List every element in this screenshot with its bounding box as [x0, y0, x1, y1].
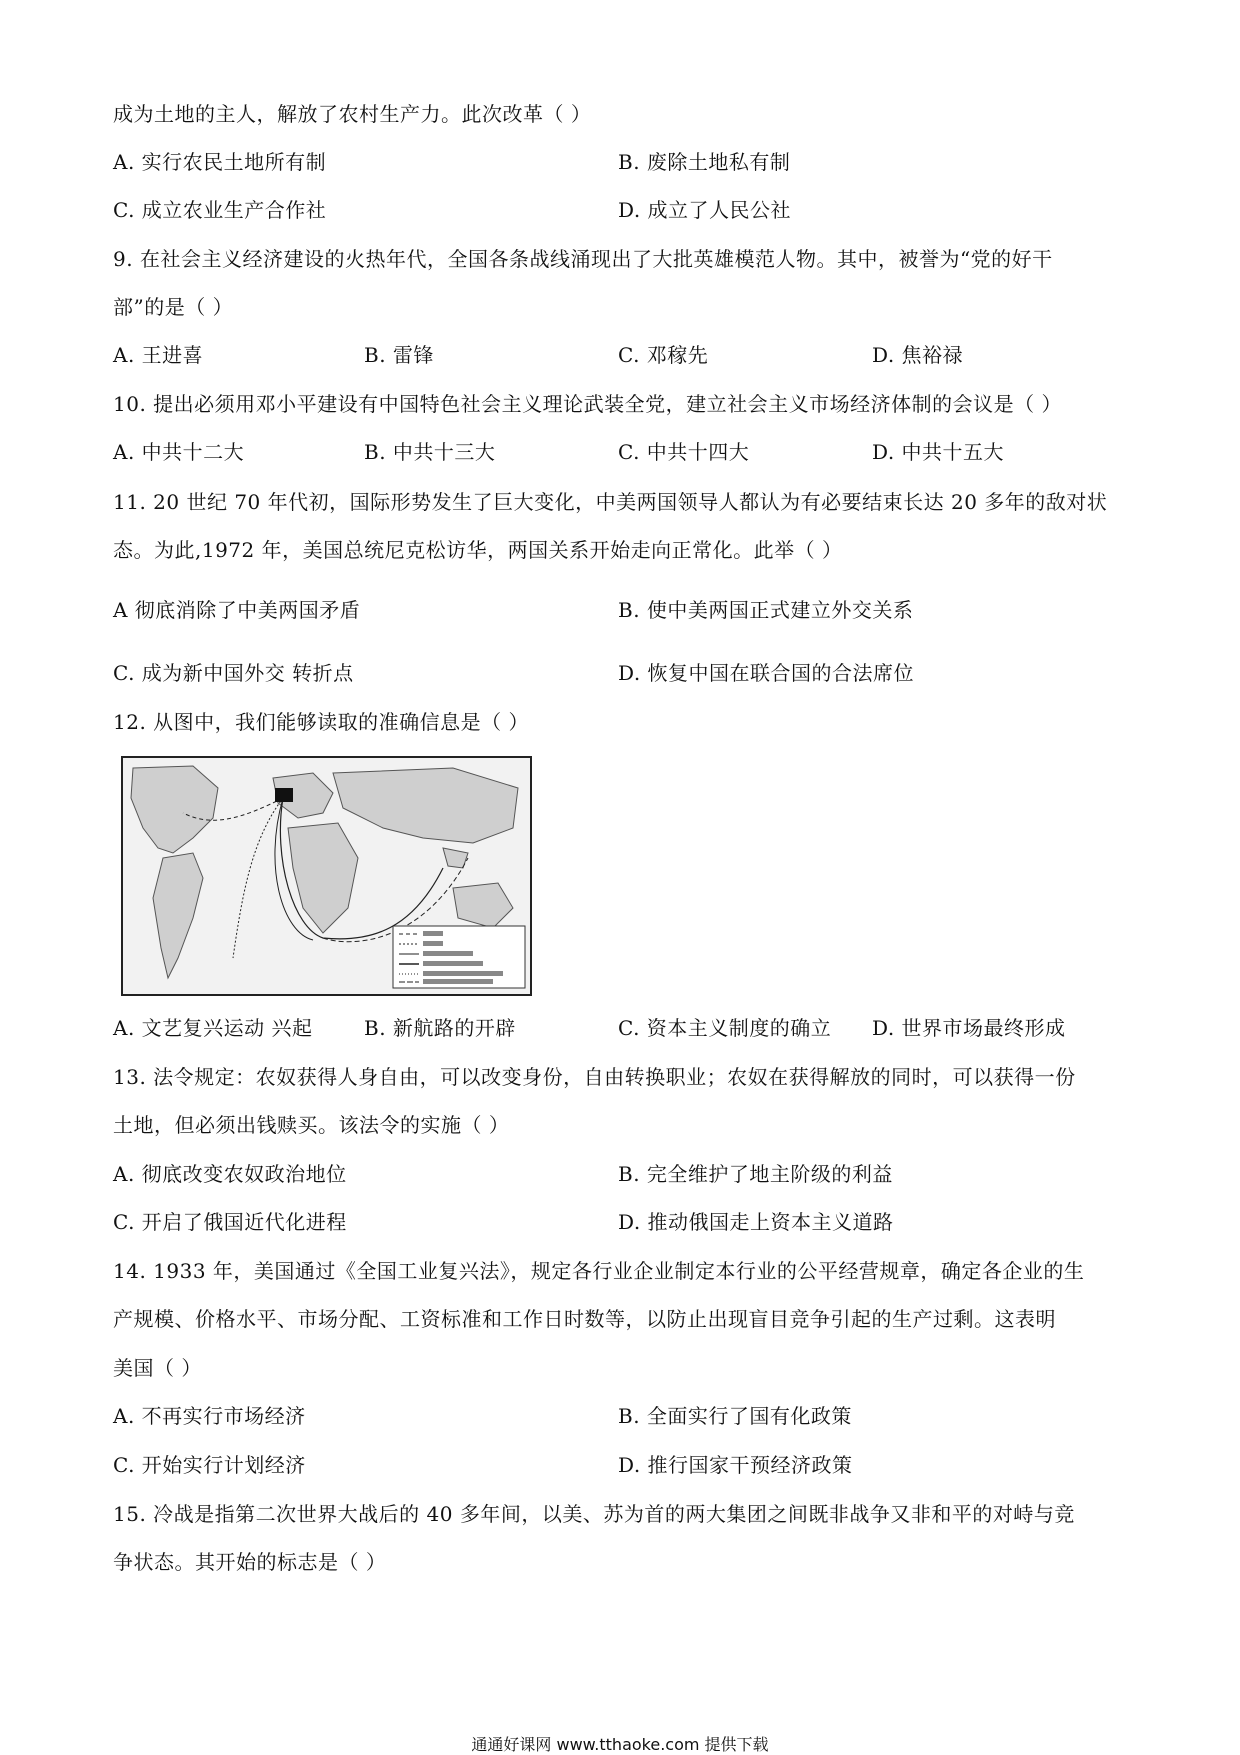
- q13-option-c: C. 开启了俄国近代化进程: [113, 1210, 347, 1234]
- q8-stem: 成为土地的主人，解放了农村生产力。此次改革（ ）: [113, 102, 592, 126]
- q12-option-c: C. 资本主义制度的确立: [618, 1016, 832, 1040]
- world-map-figure: [121, 756, 532, 996]
- q14-option-a: A. 不再实行市场经济: [113, 1404, 306, 1428]
- q9-stem-line1: 9. 在社会主义经济建设的火热年代，全国各条战线涌现出了大批英雄模范人物。其中，被誉为“党的好干: [113, 247, 1053, 271]
- q13-stem-line2: 土地，但必须出钱赎买。该法令的实施（ ）: [113, 1113, 510, 1137]
- q9-option-b: B. 雷锋: [364, 343, 434, 367]
- q10-option-c: C. 中共十四大: [618, 440, 750, 464]
- q14-option-b: B. 全面实行了国有化政策: [618, 1404, 852, 1428]
- q8-option-b: B. 废除土地私有制: [618, 150, 791, 174]
- q8-option-c: C. 成立农业生产合作社: [113, 198, 327, 222]
- q8-option-d: D. 成立了人民公社: [618, 198, 792, 222]
- q12-option-d: D. 世界市场最终形成: [872, 1016, 1066, 1040]
- q13-option-d: D. 推动俄国走上资本主义道路: [618, 1210, 894, 1234]
- q11-option-c: C. 成为新中国外交 转折点: [113, 661, 354, 685]
- q14-stem-line3: 美国（ ）: [113, 1356, 202, 1380]
- q11-option-b: B. 使中美两国正式建立外交关系: [618, 598, 914, 622]
- q9-option-d: D. 焦裕禄: [872, 343, 964, 367]
- q13-option-b: B. 完全维护了地主阶级的利益: [618, 1162, 893, 1186]
- q14-option-d: D. 推行国家干预经济政策: [618, 1453, 853, 1477]
- q12-option-b: B. 新航路的开辟: [364, 1016, 516, 1040]
- q10-option-a: A. 中共十二大: [113, 440, 245, 464]
- q9-stem-line2: 部”的是（ ）: [113, 295, 234, 319]
- q14-stem-line2: 产规模、价格水平、市场分配、工资标准和工作日时数等，以防止出现盲目竞争引起的生产过剩。这表明: [113, 1307, 1056, 1331]
- q12-option-a: A. 文艺复兴运动 兴起: [113, 1016, 313, 1040]
- page-footer: 通通好课网 www.tthaoke.com 提供下载: [471, 1735, 769, 1754]
- q10-option-d: D. 中共十五大: [872, 440, 1005, 464]
- q9-option-c: C. 邓稼先: [618, 343, 709, 367]
- q9-option-a: A. 王进喜: [113, 343, 204, 367]
- q11-stem-line1: 11. 20 世纪 70 年代初，国际形势发生了巨大变化，中美两国领导人都认为有必要结束长达 20 多年的敌对状: [113, 490, 1108, 514]
- q15-stem-line2: 争状态。其开始的标志是（ ）: [113, 1550, 387, 1574]
- q11-stem-line2: 态。为此,1972 年，美国总统尼克松访华，两国关系开始走向正常化。此举（ ）: [113, 538, 843, 562]
- q11-option-d: D. 恢复中国在联合国的合法席位: [618, 661, 915, 685]
- q8-option-a: A. 实行农民土地所有制: [113, 150, 327, 174]
- q12-stem: 12. 从图中，我们能够读取的准确信息是（ ）: [113, 710, 530, 734]
- q13-stem-line1: 13. 法令规定：农奴获得人身自由，可以改变身份，自由转换职业；农奴在获得解放的同时，可以获得一份: [113, 1065, 1076, 1089]
- q13-option-a: A. 彻底改变农奴政治地位: [113, 1162, 347, 1186]
- q10-option-b: B. 中共十三大: [364, 440, 496, 464]
- q14-option-c: C. 开始实行计划经济: [113, 1453, 306, 1477]
- q11-option-a: A 彻底消除了中美两国矛盾: [113, 598, 361, 622]
- new-sea-routes-map: [123, 758, 530, 994]
- q15-stem-line1: 15. 冷战是指第二次世界大战后的 40 多年间，以美、苏为首的两大集团之间既非战争又非和平的对峙与竞: [113, 1502, 1075, 1526]
- q14-stem-line1: 14. 1933 年，美国通过《全国工业复兴法》，规定各行业企业制定本行业的公平经营规章，确定各企业的生: [113, 1259, 1085, 1283]
- q10-stem: 10. 提出必须用邓小平建设有中国特色社会主义理论武装全党，建立社会主义市场经济体制的会议是（ ）: [113, 392, 1063, 416]
